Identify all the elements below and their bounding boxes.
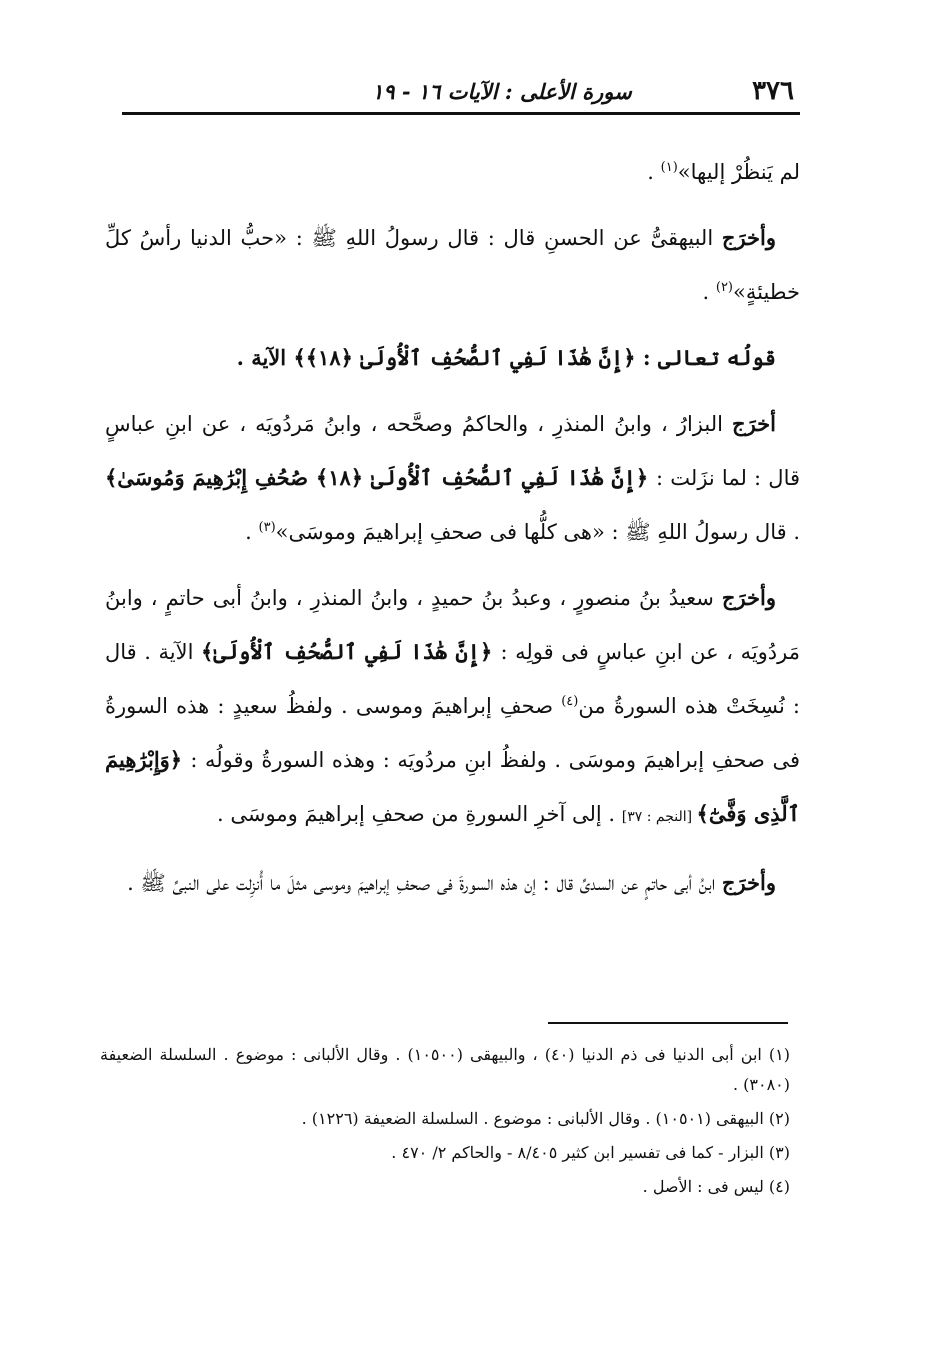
- footnote-marker-4: (٤): [561, 694, 579, 709]
- paragraph-3: [105, 397, 800, 559]
- paragraph-text: البزارُ ، وابنُ المنذرِ ، والحاكمُ وصحَّحه ، وابنُ مَردُويَه ، عن ابنِ عباسٍ قال : لما نزَلت :: [105, 412, 801, 490]
- paragraph-lead: أخرَج: [732, 411, 776, 436]
- paragraph-1: [105, 145, 800, 199]
- paragraph-text: ابنُ أبى حاتمٍ عن السدىِّ قال : إن هذه السورةَ فى صحفِ إبراهيمَ وموسى مثلَ ما أُنزِلت على النبىِّ ﷺ .: [127, 871, 722, 895]
- paragraph-text: البيهقىُّ عن الحسنِ قال : قال رسولُ اللهِ ﷺ : «حبُّ الدنيا رأسُ كلِّ خطيئةٍ»: [105, 226, 800, 304]
- paragraph-text: . إلى آخرِ السورةِ من صحفِ إبراهيمَ وموسَى .: [217, 802, 622, 826]
- paragraph-text: سعيدُ بنُ منصورٍ ، وعبدُ بنُ حميدٍ ، وابنُ المنذرِ ، وابنُ أبى حاتمٍ ، وابنُ مَردُويَه ، عن ابنِ عباسٍ فى قولِه :: [105, 586, 800, 664]
- verse-reference: [النجم : ٣٧]: [621, 809, 697, 825]
- paragraph-lead: وأخرَج: [721, 225, 776, 250]
- heading-lead: قولُه تعالى :: [642, 345, 776, 370]
- paragraph-text: الآية . قال : نُسِخَتْ هذه السورةُ من: [105, 640, 800, 718]
- heading-tail: الآية .: [236, 345, 294, 370]
- quran-verse: ﴿إِنَّ هَٰذَا لَفِي ٱلصُّحُفِ ٱلْأُولَىٰ ﴿١٨﴾﴾: [293, 345, 643, 370]
- footnote-3: (٣) البزار - كما فى تفسير ابن كثير ٨/٤٠٥ - والحاكم ٢/ ٤٧٠ .: [391, 1143, 790, 1162]
- page-header: [122, 60, 800, 115]
- paragraph-4: [105, 571, 800, 844]
- quran-verse: ﴿إِنَّ هَٰذَا لَفِي ٱلصُّحُفِ ٱلْأُولَىٰ﴾: [201, 639, 501, 664]
- footnote-divider: [548, 1022, 788, 1024]
- footnote-marker-1: (١): [660, 160, 678, 175]
- footnote-marker-3: (٣): [258, 520, 276, 535]
- paragraph-5: [105, 856, 800, 910]
- paragraph-tail: .: [702, 280, 716, 304]
- page-number: ٣٧٦: [752, 76, 794, 106]
- paragraph-text: . قال رسولُ اللهِ ﷺ : «هى كلُّها فى صحفِ إبراهيمَ وموسَى»: [275, 520, 800, 544]
- paragraph-tail: .: [647, 160, 661, 184]
- quran-verse: ﴿إِنَّ هَٰذَا لَفِي ٱلصُّحُفِ ٱلْأُولَىٰ ﴿١٨﴾ صُحُفِ إِبْرَٰهِيمَ وَمُوسَىٰ﴾: [105, 465, 657, 490]
- paragraph-text: لم يَنظُرْ إليها»: [677, 160, 800, 184]
- paragraph-lead: وأخرَج: [721, 870, 776, 895]
- footnotes: [100, 1040, 790, 1206]
- footnote-1: (١) ابن أبى الدنيا فى ذم الدنيا (٤٠) ، والبيهقى (١٠٥٠٠) . وقال الألبانى : موضوع . السلسلة الضعيفة (٣٠٨٠) .: [100, 1045, 790, 1094]
- quran-verse: ﴿وَإِبْرَٰهِيمَ ٱلَّذِى وَفَّىٰٓ﴾: [105, 747, 800, 826]
- paragraph-lead: وأخرَج: [721, 585, 776, 610]
- footnote-4: (٤) ليس فى : الأصل .: [642, 1177, 790, 1196]
- running-title: سورة الأعلى : الآيات ١٦ - ١٩: [372, 79, 632, 104]
- paragraph-text: صحفِ إبراهيمَ وموسى . ولفظُ سعيدٍ : هذه السورةُ فى صحفِ إبراهيمَ وموسَى . ولفظُ ابنِ مردُويَه : وهذه السورةُ وقولُه :: [105, 694, 800, 772]
- paragraph-2: [105, 211, 800, 319]
- main-text: [105, 145, 800, 922]
- paragraph-tail: .: [245, 520, 259, 544]
- verse-heading: [105, 331, 800, 385]
- footnote-marker-2: (٢): [715, 280, 733, 295]
- footnote-2: (٢) البيهقى (١٠٥٠١) . وقال الألبانى : موضوع . السلسلة الضعيفة (١٢٢٦) .: [301, 1109, 790, 1128]
